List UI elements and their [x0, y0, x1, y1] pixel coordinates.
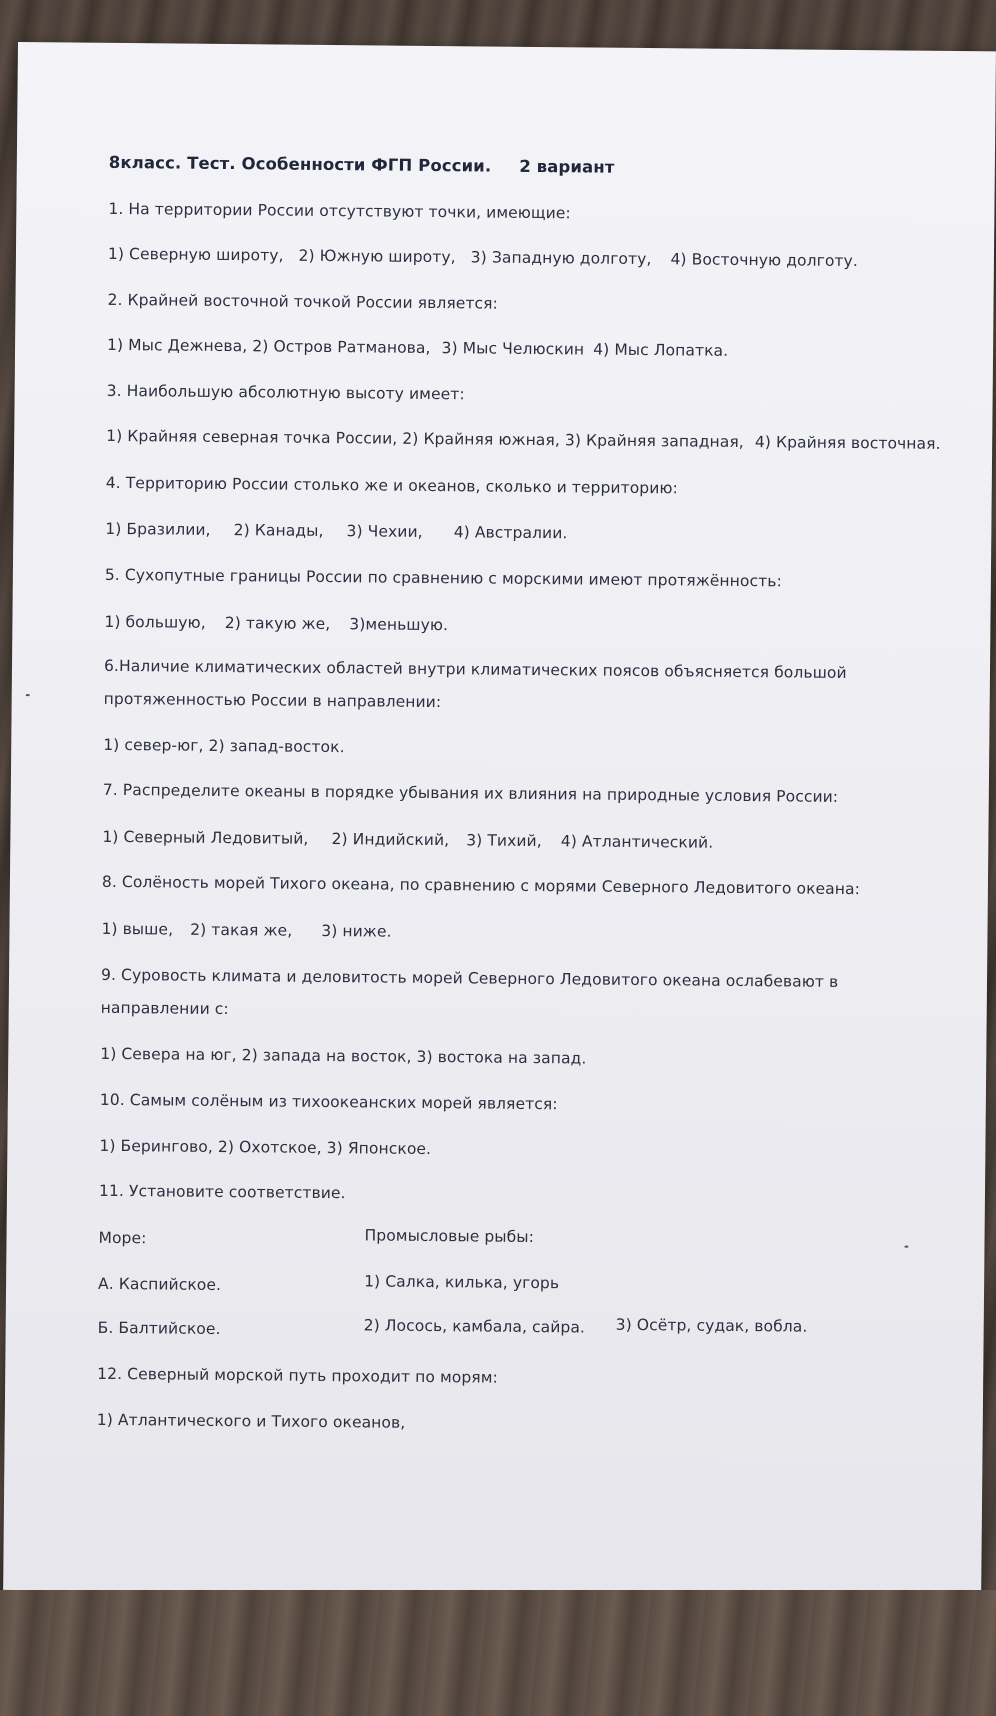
- question-1: 1. На территории России отсутствуют точки, имеющие:: [108, 199, 571, 223]
- option: 1) Бразилии,: [105, 519, 211, 539]
- question-3-options: [106, 427, 941, 453]
- paper-speck: [26, 694, 30, 696]
- paper-speck: [904, 1246, 908, 1248]
- match-fish-1: 1) Салка, килька, угорь: [364, 1272, 560, 1293]
- question-1-options: [108, 245, 858, 270]
- option: 1) Северную широту,: [107, 244, 284, 265]
- question-6-line-2: протяженностью России в направлении:: [103, 689, 442, 712]
- option: 4) Австралии.: [453, 523, 568, 543]
- match-fish-2: 2) Лосось, камбала, сайра.: [363, 1316, 586, 1337]
- match-sea-a: А. Каспийское.: [97, 1274, 222, 1295]
- question-2-options: [107, 336, 728, 360]
- question-5-options: [104, 613, 448, 634]
- option: 3)меньшую.: [349, 615, 449, 635]
- question-10-options: 1) Берингово, 2) Охотское, 3) Японское.: [99, 1136, 432, 1159]
- wooden-floor-background: [0, 1590, 996, 1716]
- test-title-main: 8класс. Тест. Особенности ФГП России.: [108, 152, 492, 176]
- option: 3) Чехии,: [346, 522, 423, 541]
- question-10: 10. Самым солёным из тихоокеанских морей является:: [99, 1090, 558, 1114]
- question-11: 11. Установите соответствие.: [98, 1181, 346, 1203]
- question-6-line-1: 6.Наличие климатических областей внутри климатических поясов объясняется большой: [103, 656, 847, 682]
- question-4-options: [105, 520, 567, 542]
- question-4: 4. Территорию России столько же и океанов, сколько и территорию:: [105, 473, 679, 498]
- match-col2-header: Промысловые рыбы:: [364, 1226, 535, 1247]
- test-variant: 2 вариант: [519, 156, 615, 177]
- question-12-options: 1) Атлантического и Тихого океанов,: [96, 1410, 406, 1432]
- question-2: 2. Крайней восточной точкой России является:: [107, 290, 499, 313]
- option: 4) Крайняя восточная.: [754, 433, 941, 453]
- option: 2) Индийский,: [331, 830, 450, 850]
- test-paper-sheet: [3, 42, 996, 1599]
- test-title: [109, 153, 615, 177]
- question-8-options: [101, 920, 391, 941]
- match-fish-3: 3) Осётр, судак, вобла.: [615, 1315, 808, 1336]
- option: 4) Восточную долготу.: [670, 250, 858, 271]
- option: 4) Атлантический.: [560, 832, 714, 852]
- match-col1-header: Море:: [98, 1228, 147, 1248]
- question-12: 12. Северный морской путь проходит по морям:: [97, 1364, 498, 1387]
- option: 1) Мыс Дежнева, 2) Остров Ратманова,: [107, 335, 431, 357]
- option: 1) выше,: [101, 919, 174, 939]
- question-6-options: 1) север-юг, 2) запад-восток.: [103, 735, 345, 757]
- question-9-options: 1) Севера на юг, 2) запада на восток, 3) востока на запад.: [100, 1044, 587, 1068]
- option: 4) Мыс Лопатка.: [593, 340, 729, 360]
- question-3: 3. Наибольшую абсолютную высоту имеет:: [106, 381, 465, 404]
- option: 1) Крайняя северная точка России, 2) Крайняя южная, 3) Крайняя западная,: [106, 426, 744, 451]
- option: 2) такую же,: [224, 614, 331, 634]
- question-9-line-2: направлении с:: [100, 998, 229, 1019]
- question-9-line-1: 9. Суровость климата и деловитость морей Северного Ледовитого океана ослабевают в: [100, 965, 839, 991]
- question-7: 7. Распределите океаны в порядке убывания их влияния на природные условия России:: [102, 780, 839, 806]
- option: 1) Северный Ледовитый,: [102, 827, 309, 848]
- option: 2) Южную широту,: [298, 246, 456, 267]
- match-sea-b: Б. Балтийское.: [97, 1318, 221, 1339]
- option: 3) Западную долготу,: [470, 248, 652, 269]
- option: 2) Канады,: [233, 521, 324, 540]
- option: 2) такая же,: [190, 920, 293, 940]
- option: 3) Тихий,: [466, 831, 542, 851]
- option: 3) Мыс Челюскин: [441, 339, 585, 359]
- question-8: 8. Солёность морей Тихого океана, по сравнению с морями Северного Ледовитого океана:: [101, 872, 861, 899]
- question-5: 5. Сухопутные границы России по сравнению с морскими имеют протяжённость:: [104, 565, 782, 591]
- option: 1) большую,: [104, 612, 206, 632]
- question-7-options: [102, 828, 713, 852]
- option: 3) ниже.: [321, 921, 392, 941]
